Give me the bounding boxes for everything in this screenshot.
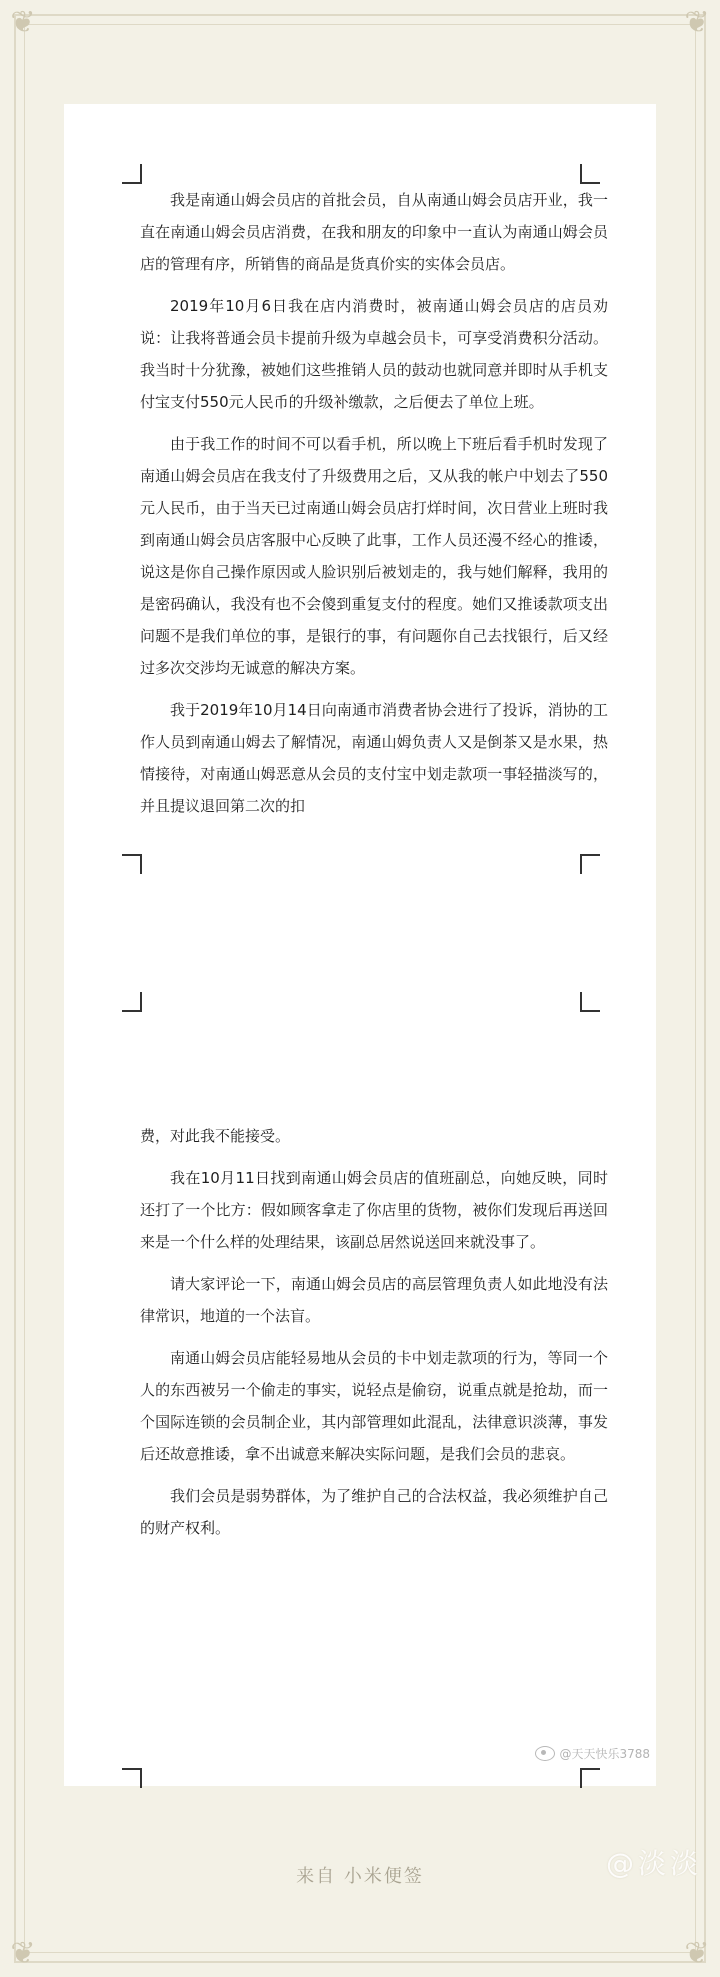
document-sheet — [64, 104, 656, 1786]
crop-mark-icon — [122, 992, 142, 1012]
paragraph: 南通山姆会员店能轻易地从会员的卡中划走款项的行为，等同一个人的东西被另一个偷走的事实，说轻点是偷窃，说重点就是抢劫，而一个国际连锁的会员制企业，其内部管理如此混乱，法律意识淡薄，事发后还故意推诿，拿不出诚意来解决实际问题，是我们会员的悲哀。 — [140, 1349, 608, 1463]
weibo-icon — [535, 1746, 555, 1761]
crop-mark-icon — [122, 164, 142, 184]
page-1-body — [140, 184, 608, 832]
crop-mark-icon — [122, 1768, 142, 1788]
crop-mark-icon — [580, 992, 600, 1012]
crop-mark-icon — [580, 164, 600, 184]
corner-flourish-icon: ❦ — [684, 1936, 710, 1971]
crop-mark-icon — [580, 854, 600, 874]
crop-mark-icon — [580, 1768, 600, 1788]
page-2-body — [140, 1120, 608, 1554]
corner-watermark-text: @淡淡 — [605, 1847, 702, 1880]
paragraph: 2019年10月6日我在店内消费时，被南通山姆会员店的店员劝说：让我将普通会员卡提前升级为卓越会员卡，可享受消费积分活动。我当时十分犹豫，被她们这些推销人员的鼓动也就同意并即时从手机支付宝支付550元人民币的升级补缴款，之后便去了单位上班。 — [140, 297, 608, 411]
paragraph: 我于2019年10月14日向南通市消费者协会进行了投诉，消协的工作人员到南通山姆去了解情况，南通山姆负责人又是倒茶又是水果，热情接待，对南通山姆恶意从会员的支付宝中划走款项一事轻描淡写的，并且提议退回第二次的扣 — [140, 701, 608, 815]
corner-flourish-icon: ❦ — [10, 1936, 36, 1971]
paragraph: 费，对此我不能接受。 — [140, 1127, 291, 1145]
document-page-1 — [64, 164, 656, 872]
crop-mark-icon — [122, 854, 142, 874]
paragraph: 请大家评论一下，南通山姆会员店的高层管理负责人如此地没有法律常识，地道的一个法盲。 — [140, 1275, 608, 1325]
corner-flourish-icon: ❦ — [684, 5, 710, 40]
weibo-watermark — [535, 1745, 650, 1762]
paragraph: 由于我工作的时间不可以看手机，所以晚上下班后看手机时发现了南通山姆会员店在我支付了升级费用之后，又从我的帐户中划去了550元人民币，由于当天已过南通山姆会员店打烊时间，次日营业上班时我到南通山姆会员店客服中心反映了此事，工作人员还漫不经心的推诿，说这是你自己操作原因或人脸识别后被划走的，我与她们解释，我用的是密码确认，我没有也不会傻到重复支付的程度。她们又推诿款项支出问题不是我们单位的事，是银行的事，有问题你自己去找银行，后又经过多次交涉均无诚意的解决方案。 — [140, 435, 608, 677]
watermark-handle: @天天快乐3788 — [559, 1747, 650, 1761]
corner-flourish-icon: ❦ — [10, 5, 36, 40]
paragraph: 我是南通山姆会员店的首批会员，自从南通山姆会员店开业，我一直在南通山姆会员店消费，在我和朋友的印象中一直认为南通山姆会员店的管理有序，所销售的商品是货真价实的实体会员店。 — [140, 191, 608, 273]
note-source-label: 来自 小米便签 — [296, 1866, 424, 1887]
paragraph: 我们会员是弱势群体，为了维护自己的合法权益，我必须维护自己的财产权利。 — [140, 1487, 608, 1537]
paragraph: 我在10月11日找到南通山姆会员店的值班副总，向她反映，同时还打了一个比方：假如顾客拿走了你店里的货物，被你们发现后再送回来是一个什么样的处理结果，该副总居然说送回来就没事了。 — [140, 1169, 608, 1251]
